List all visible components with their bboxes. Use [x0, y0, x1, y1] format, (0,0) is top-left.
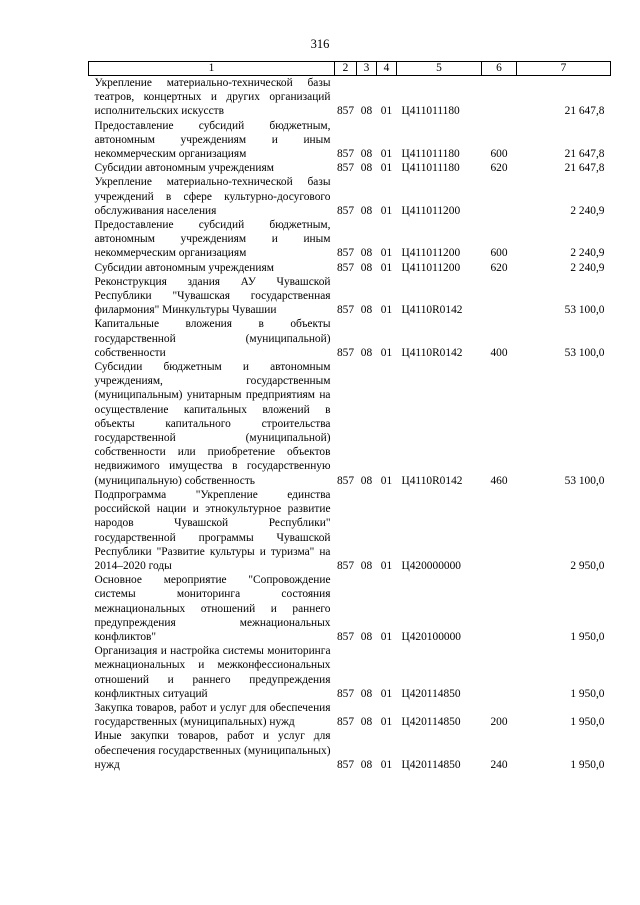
item-name: Субсидии автономным учреждениям: [94, 162, 274, 175]
expense-type-code: 600: [490, 148, 508, 161]
item-name: Предоставление субсидий бюджетным, автономным учреждениям и иным некоммерческим организациям: [94, 119, 331, 161]
table-row: [89, 317, 611, 360]
subsection-code: 01: [380, 758, 393, 771]
subsection-code: 01: [380, 204, 393, 217]
item-name: Реконструкция здания АУ Чувашской Республики "Чувашская государственная филармония" Минкультуры Чувашии: [94, 275, 331, 317]
subsection-code: 01: [380, 247, 393, 260]
table-body: [89, 76, 611, 772]
target-article-code: Ц411011200: [401, 261, 461, 274]
target-article-code: Ц420114850: [401, 758, 461, 771]
subsection-code: 01: [380, 716, 393, 729]
target-article-code: Ц411011200: [401, 204, 461, 217]
ministry-code: 857: [336, 105, 355, 118]
amount: 21 647,8: [564, 148, 605, 161]
ministry-code: 857: [336, 630, 355, 643]
expense-type-code: [482, 275, 517, 318]
ministry-code: 857: [336, 758, 355, 771]
table-row: [89, 701, 611, 729]
item-name: Укрепление материально-технической базы учреждений в сфере культурно-досугового обслуживания населения: [94, 176, 331, 217]
expense-type-code: 240: [490, 758, 508, 771]
page-number: 316: [310, 37, 330, 51]
item-name: Капитальные вложения в объекты государственной (муниципальной) собственности: [94, 318, 331, 359]
header-col-3: 3: [357, 62, 377, 76]
amount: 1 950,0: [570, 687, 605, 700]
table-row: [89, 573, 611, 644]
expense-type-code: 400: [490, 346, 508, 359]
amount: 2 240,9: [570, 261, 605, 274]
amount: 2 240,9: [570, 247, 605, 260]
amount: 53 100,0: [564, 346, 605, 359]
target-article-code: Ц420114850: [401, 687, 461, 700]
ministry-code: 857: [336, 687, 355, 700]
subsection-code: 01: [380, 261, 393, 274]
item-name: Субсидии бюджетным и автономным учреждениям, государственным (муниципальным) унитарным предприятиям на осуществление капитальных вложений в объекты капитального строительства государственной (муниципальной) собственности или приобретение объектов недвижимого имущества в государственную (муниципальную) собственность: [94, 361, 331, 487]
table-row: [89, 729, 611, 772]
header-col-7: 7: [517, 62, 611, 76]
expense-type-code: 460: [490, 474, 508, 487]
header-col-5: 5: [397, 62, 482, 76]
section-code: 08: [360, 148, 373, 161]
subsection-code: 01: [380, 346, 393, 359]
table-row: [89, 261, 611, 275]
header-row: [89, 62, 611, 76]
target-article-code: Ц4110R0142: [401, 304, 463, 317]
section-code: 08: [360, 346, 373, 359]
table-row: [89, 119, 611, 162]
subsection-code: 01: [380, 687, 393, 700]
expense-type-code: [482, 573, 517, 644]
subsection-code: 01: [380, 105, 393, 118]
target-article-code: Ц420100000: [401, 630, 461, 643]
table-row: [89, 218, 611, 261]
target-article-code: Ц420000000: [401, 559, 461, 572]
header-col-6: 6: [482, 62, 517, 76]
expense-type-code: 620: [490, 261, 508, 274]
budget-table: [88, 61, 611, 772]
ministry-code: 857: [336, 247, 355, 260]
target-article-code: Ц411011180: [401, 105, 460, 118]
item-name: Предоставление субсидий бюджетным, автономным учреждениям и иным некоммерческим организациям: [94, 219, 331, 260]
section-code: 08: [360, 559, 373, 572]
expense-type-code: [482, 488, 517, 573]
table-row: [89, 488, 611, 573]
section-code: 08: [360, 716, 373, 729]
ministry-code: 857: [336, 204, 355, 217]
item-name: Иные закупки товаров, работ и услуг для обеспечения государственных (муниципальных) нужд: [94, 730, 331, 771]
section-code: 08: [360, 758, 373, 771]
ministry-code: 857: [336, 304, 355, 317]
amount: 53 100,0: [564, 474, 605, 487]
expense-type-code: [482, 644, 517, 701]
ministry-code: 857: [336, 474, 355, 487]
ministry-code: 857: [336, 559, 355, 572]
item-name: Основное мероприятие "Сопровождение системы мониторинга состояния межнациональных отношений и раннего предупреждения межнациональных конфликтов": [94, 574, 331, 643]
item-name: Подпрограмма "Укрепление единства российской нации и этнокультурное развитие народов Чувашской Республики" государственной программы Чувашской Республики "Развитие культуры и туризма" на 2014–2020 годы: [94, 488, 331, 572]
ministry-code: 857: [336, 261, 355, 274]
expense-type-code: [482, 76, 517, 119]
ministry-code: 857: [336, 162, 355, 175]
header-col-4: 4: [377, 62, 397, 76]
item-name: Закупка товаров, работ и услуг для обеспечения государственных (муниципальных) нужд: [94, 701, 331, 729]
target-article-code: Ц4110R0142: [401, 346, 463, 359]
item-name: Укрепление материально-технической базы театров, концертных и других организаций исполнительских искусств: [94, 77, 331, 118]
table-row: [89, 644, 611, 701]
amount: 21 647,8: [564, 162, 605, 175]
ministry-code: 857: [336, 716, 355, 729]
section-code: 08: [360, 687, 373, 700]
target-article-code: Ц411011180: [401, 148, 460, 161]
section-code: 08: [360, 474, 373, 487]
subsection-code: 01: [380, 630, 393, 643]
section-code: 08: [360, 304, 373, 317]
ministry-code: 857: [336, 148, 355, 161]
expense-type-code: 600: [490, 247, 508, 260]
target-article-code: Ц420114850: [401, 716, 461, 729]
subsection-code: 01: [380, 304, 393, 317]
expense-type-code: [482, 175, 517, 218]
table-row: [89, 275, 611, 318]
target-article-code: Ц411011200: [401, 247, 461, 260]
header-col-1: 1: [89, 62, 335, 76]
ministry-code: 857: [336, 346, 355, 359]
amount: 2 240,9: [570, 204, 605, 217]
table-row: [89, 161, 611, 175]
amount: 21 647,8: [564, 105, 605, 118]
section-code: 08: [360, 630, 373, 643]
section-code: 08: [360, 204, 373, 217]
item-name: Субсидии автономным учреждениям: [94, 261, 274, 274]
subsection-code: 01: [380, 148, 393, 161]
amount: 1 950,0: [570, 716, 605, 729]
amount: 53 100,0: [564, 304, 605, 317]
amount: 1 950,0: [570, 630, 605, 643]
target-article-code: Ц4110R0142: [401, 474, 463, 487]
amount: 1 950,0: [570, 758, 605, 771]
section-code: 08: [360, 162, 373, 175]
section-code: 08: [360, 247, 373, 260]
section-code: 08: [360, 105, 373, 118]
item-name: Организация и настройка системы мониторинга межнациональных и межконфессиональных отношений и раннего предупреждения конфликтных ситуаций: [94, 645, 331, 700]
header-col-2: 2: [335, 62, 357, 76]
expense-type-code: 620: [490, 162, 508, 175]
subsection-code: 01: [380, 162, 393, 175]
table-row: [89, 175, 611, 218]
expense-type-code: 200: [490, 716, 508, 729]
section-code: 08: [360, 261, 373, 274]
amount: 2 950,0: [570, 559, 605, 572]
subsection-code: 01: [380, 559, 393, 572]
table-row: [89, 76, 611, 119]
target-article-code: Ц411011180: [401, 162, 460, 175]
subsection-code: 01: [380, 474, 393, 487]
table-row: [89, 360, 611, 488]
